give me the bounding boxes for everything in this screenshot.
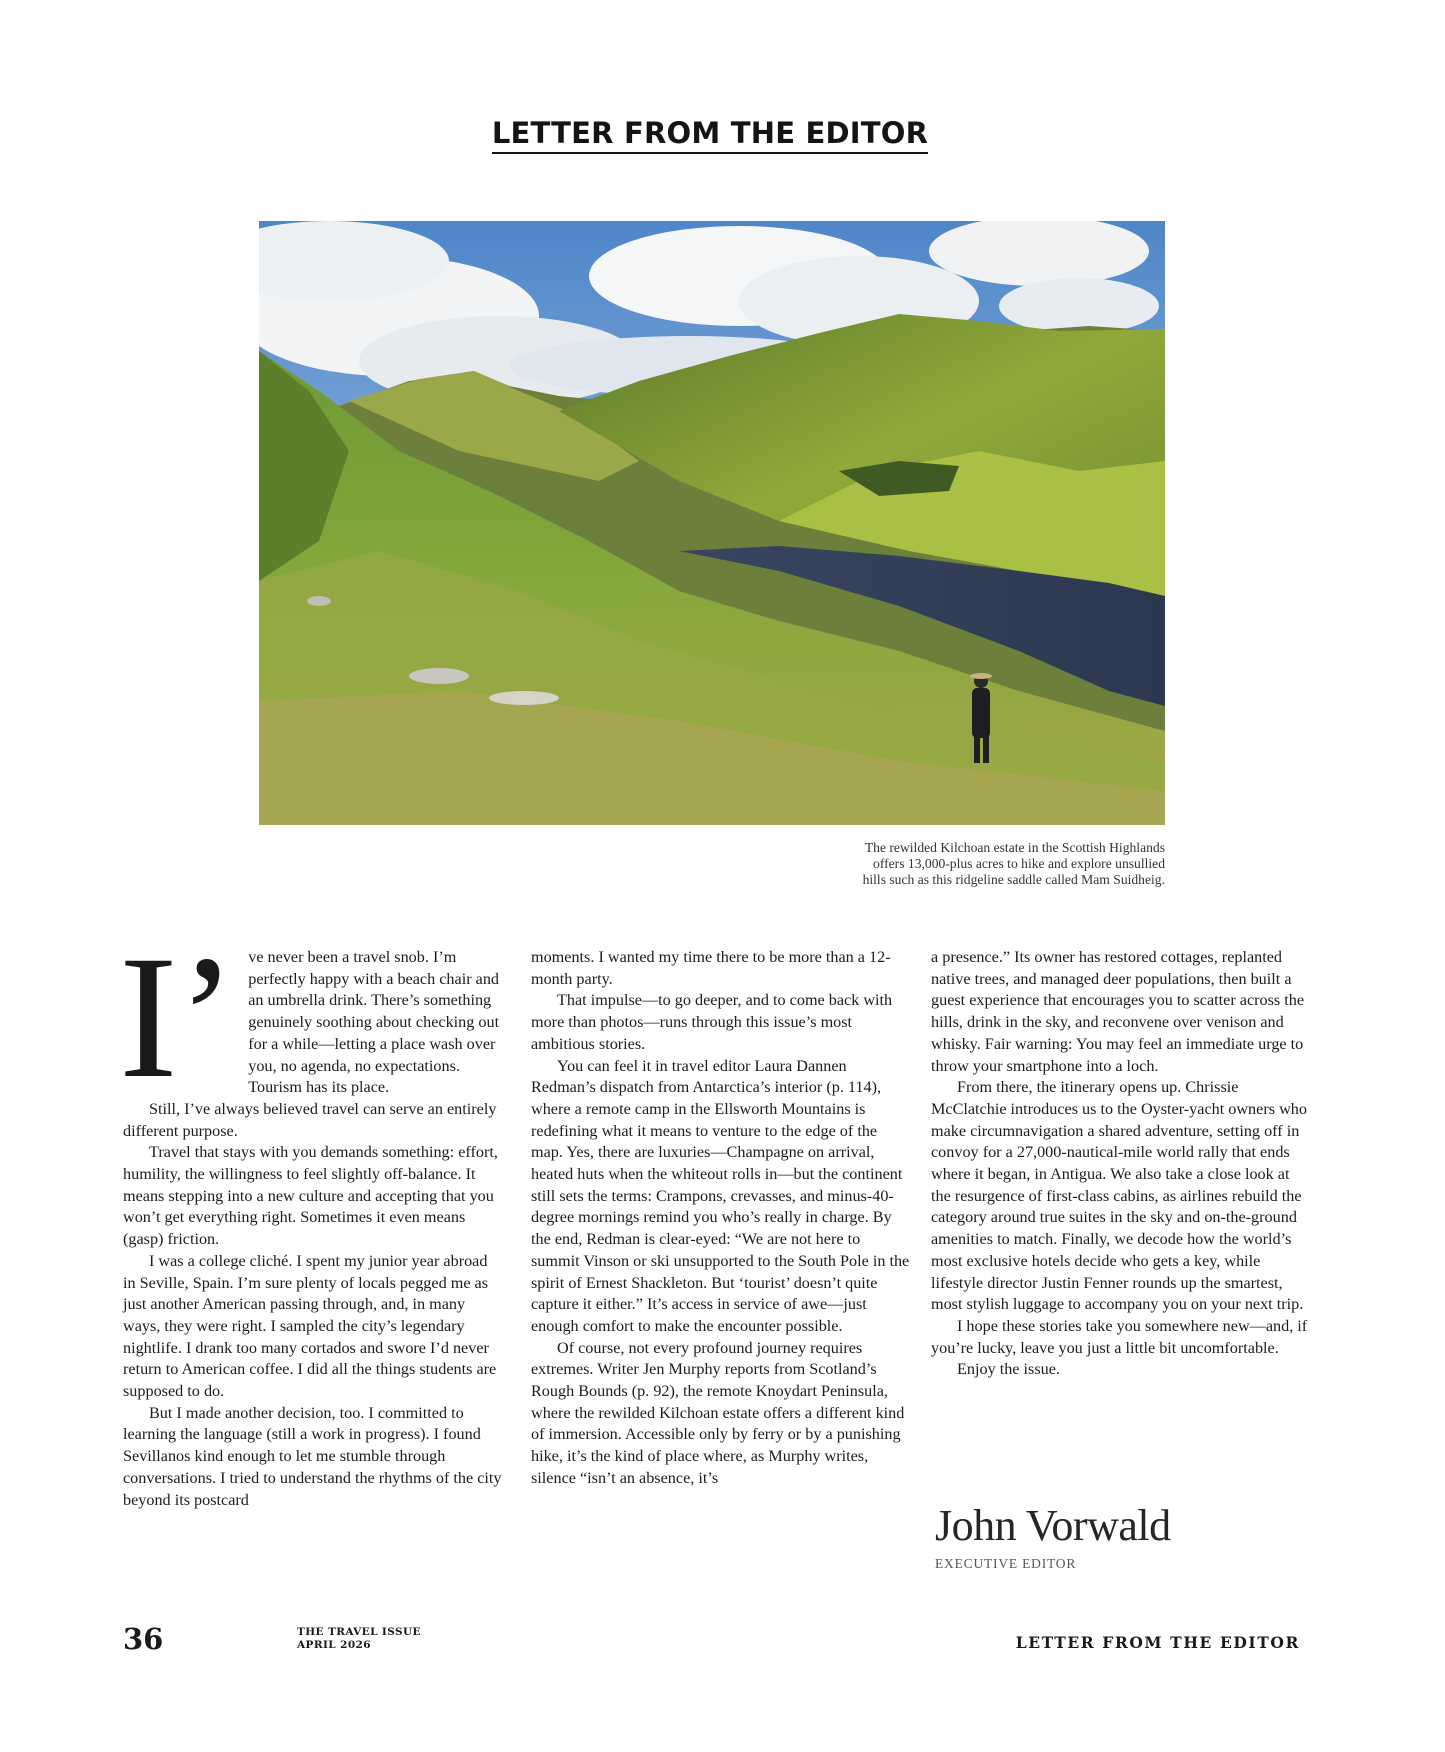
paragraph: Travel that stays with you demands something: effort, humility, the willingness to feel slightly off-balance. It means stepping into a new culture and accepting that you won’t get everything right. Sometimes it even means (gasp) friction.: [123, 1143, 498, 1249]
editor-role: EXECUTIVE EDITOR: [935, 1556, 1077, 1571]
editor-signature: John Vorwald: [935, 1501, 1171, 1550]
article-column-1: [119, 920, 503, 1511]
paragraph: moments. I wanted my time there to be more than a 12-month party.: [531, 948, 891, 988]
page-number: 36: [123, 1622, 164, 1656]
paragraph: Of course, not every profound journey requires extremes. Writer Jen Murphy reports from Scotland’s Rough Bounds (p. 92), the remote Knoydart Peninsula, where the rewilded Kilchoan estate offers a different kind of immersion. Accessible only by ferry or by a punishing hike, it’s the kind of place where, as Murphy writes, silence “isn’t an absence, it’s: [531, 1338, 905, 1487]
caption-line: The rewilded Kilchoan estate in the Scottish Highlands: [864, 840, 1165, 855]
caption-line: hills such as this ridgeline saddle called Mam Suidheig.: [862, 872, 1165, 887]
page-title: LETTER FROM THE EDITOR: [492, 116, 928, 154]
article-column-3: [931, 947, 1311, 1381]
paragraph: ve never been a travel snob. I’m perfectly happy with a beach chair and an umbrella drink. There’s something genuinely soothing about checking out for a while—letting a place wash over you, no agenda, no expectations. Tourism has its place.: [248, 948, 500, 1097]
paragraph: That impulse—to go deeper, and to come back with more than photos—runs through this issue’s most ambitious stories.: [531, 991, 893, 1053]
paragraph: I hope these stories take you somewhere new—and, if you’re lucky, leave you just a little bit uncomfortable.: [931, 1316, 1308, 1357]
highlands-landscape-photo: [259, 221, 1165, 825]
section-label: LETTER FROM THE EDITOR: [1015, 1633, 1300, 1652]
issue-date: APRIL 2026: [297, 1639, 371, 1651]
caption-line: offers 13,000-plus acres to hike and explore unsullied: [873, 856, 1165, 871]
page-header: [0, 116, 1420, 154]
paragraph: Enjoy the issue.: [957, 1360, 1060, 1379]
paragraph: I was a college cliché. I spent my junior year abroad in Seville, Spain. I’m sure plenty of locals pegged me as just another American passing through, and, in many ways, they were right. I sampled the city’s legendary nightlife. I drank too many cortados and swore I’d never return to American coffee. I did all the things students are supposed to do.: [123, 1251, 497, 1401]
photo-caption: [700, 840, 1165, 888]
article-column-2: [531, 947, 911, 1490]
issue-info: [297, 1626, 421, 1652]
drop-cap: I’: [119, 920, 237, 1115]
paragraph: But I made another decision, too. I committed to learning the language (still a work in progress). I found Sevillanos kind enough to let me stumble through conversations. I tried to understand the rhythms of the city beyond its postcard: [123, 1403, 502, 1509]
paragraph: From there, the itinerary opens up. Chrissie McClatchie introduces us to the Oyster-yacht owners who make circumnavigation a shared adventure, setting off in convoy for a 27,000-nautical-mile world rally that ends where it began, in Antigua. We also take a close look at the resurgence of first-class cabins, as airlines rebuild the category around true suites in the sky and on-the-ground amenities to match. Finally, we decode how the world’s most exclusive hotels decide who gets a key, while lifestyle director Justin Fenner rounds up the smartest, most stylish luggage to accompany you on your next trip.: [931, 1078, 1307, 1314]
issue-name: THE TRAVEL ISSUE: [297, 1626, 421, 1638]
paragraph: Still, I’ve always believed travel can serve an entirely different purpose.: [123, 1099, 497, 1140]
paragraph: You can feel it in travel editor Laura Dannen Redman’s dispatch from Antarctica’s interior (p. 114), where a remote camp in the Ellsworth Mountains is redefining what it means to venture to the edge of the map. Yes, there are luxuries—Champagne on arrival, heated huts when the whiteout rolls in—but the continent still sets the terms: Crampons, crevasses, and minus-40-degree mornings remind you who’s really in charge. By the end, Redman is clear-eyed: “We are not here to summit Vinson or ski unsupported to the South Pole in the spirit of Ernest Shackleton. But ‘tourist’ doesn’t quite capture it either.” It’s access in service of awe—just enough comfort to make the encounter possible.: [531, 1056, 910, 1335]
article-body: [119, 920, 1308, 1577]
paragraph: a presence.” Its owner has restored cottages, replanted native trees, and managed deer populations, then built a guest experience that encourages you to scatter across the hills, drink in the sky, and reconvene over venison and whisky. Fair warning: You may feel an immediate urge to throw your smartphone into a loch.: [931, 948, 1305, 1075]
